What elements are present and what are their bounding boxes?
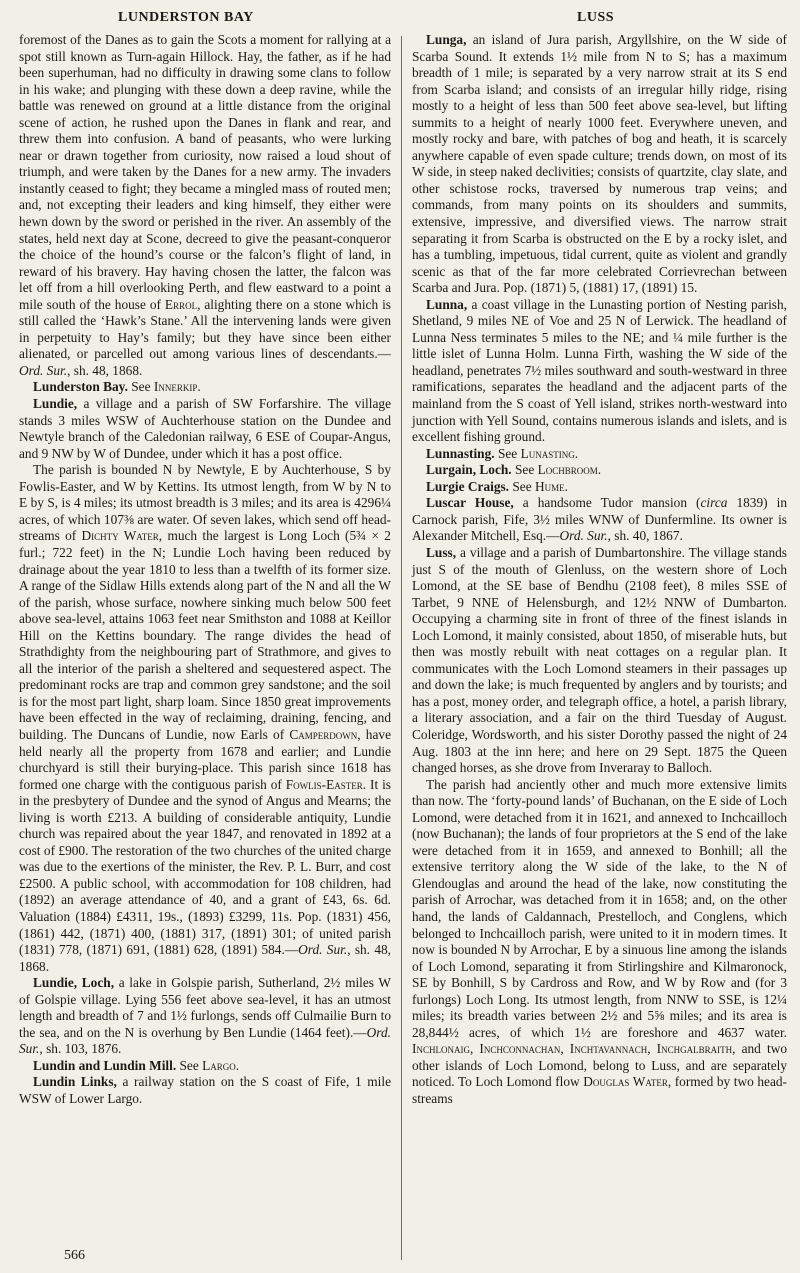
headword: Luscar House, xyxy=(426,495,514,511)
cross-ref: Lunasting xyxy=(520,445,575,461)
cross-ref: Lochbroom xyxy=(537,462,598,478)
page-header xyxy=(0,10,800,30)
entry-luss-parish: The parish had anciently other and much more extensive limits than now. The ‘forty-pound lands’ of Buchanan, on the E side of Loch Lomond, were detached from it in 1621, and annexed to Inchcailloch (now Buchanan); the lands of four proprietors at the S end of the lake were detached from it in 1659, and annexed to Bonhill; all the extensive territory along the W side of the lake, to the N of Glendouglas and around the head of the lake, now constituting the parish of Arrochar, was detached from it in 1658; and, on the other hand, the lands of Caldannach, Prestelloch, and Conglens, which belonged to Inchcailloch parish, were united to it in modern times. It now is bounded N by Arrochar, E by a sinuous line among the islands of Loch Lomond, separating it from Stirlingshire and Kilmaronock, SE by Bonhill, S by Cardross and Row, and W by Row and (for 3 furlongs) Loch Long. Its utmost length, from NNW to SSE, is 12¼ miles; its breadth varies between 2½ and 5⅝ miles; and its area is 28,844½ acres, of which 1½ are foreshore and 4637 water. Inchlonaig, Inchconnachan, Inchtavannach, Inchgalbraith, and two other islands of Loch Lomond, belong to Luss, and are separately noticed. To Loch Lomond flow Douglas Water, formed by two head-streams xyxy=(412,776,787,1106)
headword: Lundie, Loch, xyxy=(33,975,115,991)
entry-lurgain-loch: Lurgain, Loch. See Lochbroom. xyxy=(426,462,602,478)
cross-ref-douglas: Douglas Water xyxy=(583,1074,668,1090)
cross-ref-islands: Inchlonaig, Inchconnachan, Inchtavannach, Inchgalbraith xyxy=(412,1041,733,1057)
entry-lunna: Lunna, a coast village in the Lunasting portion of Nesting parish, Shetland, 9 miles NE of Voe and 25 N of Lerwick. The headland of Lunna Ness terminates 5 miles to the NE; and ¼ mile further is the little islet of Lunna Holm. Lunna Firth, washing the W side of the headland, penetrates 7½ miles southward and south-westward in three ramifications, separates the headland and the adjacent parts of the mainland from the S coast of Yell island, strikes north-westward into junction with Yell Sound, contains numerous islands and islets, and is excellent fishing ground. xyxy=(412,296,788,445)
entry-lunnasting: Lunnasting. See Lunasting. xyxy=(426,445,579,461)
cross-ref: Hume xyxy=(535,478,565,494)
entry-lundie-loch: Lundie, Loch, a lake in Golspie parish, Sutherland, 2½ miles W of Golspie village. Lying 556 feet above sea-level, it has an utmost length and breadth of 7 and 1½ furlongs, sends off Culmailie Burn to the sea, and on the N is overhung by Ben Lundie (1464 feet).—Ord. Sur., sh. 103, 1876. xyxy=(19,975,392,1057)
entry-lurgie-craigs: Lurgie Craigs. See Hume. xyxy=(426,478,568,494)
ord-sur-ref: Ord. Sur. xyxy=(559,528,608,544)
entry-lundin-mill: Lundin and Lundin Mill. See Largo. xyxy=(33,1057,240,1073)
right-column xyxy=(412,32,787,1108)
cross-ref: Largo xyxy=(202,1057,236,1073)
running-head-right: LUSS xyxy=(577,10,615,25)
ord-sur-ref: Ord. Sur. xyxy=(19,1024,391,1057)
column-divider xyxy=(401,36,402,1260)
headword: Lunderston Bay. xyxy=(33,379,128,395)
headword: Lundin Links, xyxy=(33,1074,117,1090)
cross-ref-dichty: Dichty Water xyxy=(81,528,159,544)
entry-lunga: Lunga, an island of Jura parish, Argyllshire, on the W side of Scarba Sound. It extends 1½ mile from N to S; has a maximum breadth of 1 mile; is separated by a very narrow strait at its S end from Scarba island; and consists of an irregular hilly ridge, rising mostly to a height of less than 500 feet above sea-level, but lifting summits to a height of nearly 1000 feet. Everywhere uneven, and mostly rocky and bare, with patches of bog and heath, it is scarcely anywhere capable of even spade culture; trends down, on most of its W side, in steep naked declivities; consists of quartzite, clay slate, and other schistose rocks, traversed by numerous trap veins; and commands, from many points on its shoulders and summits, extensive, impressive, and diversified views. The narrow strait separating it from Scarba is obstructed on the E by a rocky islet, and has a tumbling, impetuous, tidal current, quite as violent and grandly scenic as that of the far more celebrated Corrievrechan between Scarba and Jura. Pop. (1871) 5, (1881) 17, (1891) 15. xyxy=(412,32,788,296)
headword: Lunnasting. xyxy=(426,445,495,461)
entry-lundin-links: Lundin Links, a railway station on the S coast of Fife, 1 mile WSW of Lower Largo. xyxy=(19,1074,391,1106)
entry-luscar-house: Luscar House, a handsome Tudor mansion (circa 1839) in Carnock parish, Fife, 3½ miles WNW of Dunfermline. Its owner is Alexander Mitchell, Esq.—Ord. Sur., sh. 40, 1867. xyxy=(412,495,787,544)
running-head-left: LUNDERSTON BAY xyxy=(118,10,254,25)
headword: Lundie, xyxy=(33,396,78,412)
headword: Lunga, xyxy=(426,32,467,47)
cross-ref: Innerkip xyxy=(153,379,198,395)
headword: Lurgie Craigs. xyxy=(426,478,510,494)
entry-lunderston-bay: Lunderston Bay. See Innerkip. xyxy=(33,379,201,395)
headword: Lunna, xyxy=(426,296,468,312)
ord-sur-ref: Ord. Sur. xyxy=(19,362,68,378)
ord-sur-ref: Ord. Sur. xyxy=(298,942,348,958)
entry-lundie-parish: The parish is bounded N by Newtyle, E by Auchterhouse, S by Fowlis-Easter, and W by Kettins. Its utmost length, from W by N to E by S, is 4 miles; its utmost breadth is 3 miles; and its area is 4296¼ acres, of which 107⅜ are water. Of seven lakes, which send off head-streams of Dichty Water, much the largest is Long Loch (5¾ × 2 furl.; 722 feet) in the N; Lundie Loch having been reduced by drainage about the year 1810 to less than a twelfth of its former size. A range of the Sidlaw Hills extends along part of the N and all the W of the parish, whose surface, nowhere sinking much below 500 feet above sea-level, attains 1063 feet near Smithston and 1088 at Keillor Hill on the Kettins boundary. The range divides the head of Strathdighty from the neighbouring part of Strathmore, and gives to all the interior of the parish a sheltered and sequestered aspect. The predominant rocks are trap and common grey sandstone; and the soil is for the most part light, sharp loam. Since 1850 great improvements have been effected in the way of reclaiming, draining, fencing, and building. The Duncans of Lundie, now Earls of Camperdown, have held nearly all the property from 1678 and earlier; and Lundie churchyard is still their burying-place. This parish since 1618 has formed one charge with the contiguous parish of Fowlis-Easter. It is in the presbytery of Dundee and the synod of Angus and Mearns; the living is worth £213. A building of considerable antiquity, Lundie church was repaired about the year 1847, and renovated in 1892 at a cost of £900. The restoration of the two churches of the united charge was due to the exertions of the minister, the Rev. P. L. Burr, and cost £2500. A public school, with accommodation for 108 children, had (1892) an average attendance of 40, and a grant of £43, 6s. 6d. Valuation (1884) £4311, 19s., (1893) £3299, 11s. Pop. (1831) 456, (1861) 442, (1871) 400, (1881) 317, (1891) 301; of united parish (1831) 778, (1871) 691, (1881) 628, (1891) 584.—Ord. Sur., sh. 48, 1868. xyxy=(19,462,392,974)
headword: Luss, xyxy=(426,544,457,560)
headword: Lurgain, Loch. xyxy=(426,462,512,478)
entry-luss: Luss, a village and a parish of Dumbartonshire. The village stands just S of the mouth of Glenluss, on the western shore of Loch Lomond, at the SE base of Bendhu (2108 feet), 8 miles SSE of Tarbet, 9 NNE of Helensburgh, and 12½ NNW of Dumbarton. Occupying a charming site in front of three of the finest islands in Loch Lomond, it mainly consisted, about 1850, of miserable huts, but then was mostly rebuilt with neat cottages on a regular plan. It communicates with the Loch Lomond steamers in their passages up and down the lake; is much frequented by anglers and by tourists; and has a post, money order, and telegraph office, a hotel, a parish library, a literary association, and a fair on the third Tuesday of August. Coleridge, Wordsworth, and his sister Dorothy passed the night of 24 Aug. 1803 at the inn here; and here on 29 Sept. 1875 the Queen changed horses, as she drove from Inveraray to Balloch. xyxy=(412,544,787,776)
headword: Lundin and Lundin Mill. xyxy=(33,1057,177,1073)
entry-lundie: Lundie, a village and a parish of SW Forfarshire. The village stands 3 miles WSW of Auchterhouse station on the Dundee and Newtyle branch of the Caledonian railway, 6 ESE of Coupar-Angus, and 9 NW by W of Dundee, under which it has a post office. xyxy=(19,396,391,461)
page-number: 566 xyxy=(64,1248,85,1263)
cross-ref-camperdown: Camperdown xyxy=(289,726,358,742)
hay-legend-continuation: foremost of the Danes as to gain the Scots a moment for rallying at a spot still known as Turn-again Hillock. Hay, the father, as if he had been superhuman, had no difficulty in drawing some clans to follow in his wake; and plunging with these down a deep ravine, while the battle was renewed on ground at a little distance from the original scene of action, he rushed upon the Danes in flank and rear, and threw them into confusion. A band of peasants, who were lurking near or drawn together from curiosity, now raised a loud shout of triumph, and were taken by the Danes for a new army. The invaders instantly ceased to fight; they became a mingled mass of routed men; and, not excepting their leaders and king himself, they either were hewn down by the sword or perished in the river. An assembly of the states, held next day at Scone, decreed to give the peasant-conqueror the choice of the hound’s course or the falcon’s flight of land, in reward of his bravery. Hay having chosen the latter, the falcon was let off from a hill overlooking Perth, and flew eastward to a point a mile south of the house of Errol, alighting there on a stone which is still called the ‘Hawk’s Stane.’ All the intervening lands were given in perpetuity to Hay’s family; but they have since been either alienated, or parcelled out among various lines of descendants.—Ord. Sur., sh. 48, 1868. xyxy=(19,32,391,378)
cross-ref-errol: Errol xyxy=(164,296,198,312)
left-column xyxy=(19,32,391,1108)
cross-ref-fowlis: Fowlis-Easter xyxy=(285,776,363,792)
